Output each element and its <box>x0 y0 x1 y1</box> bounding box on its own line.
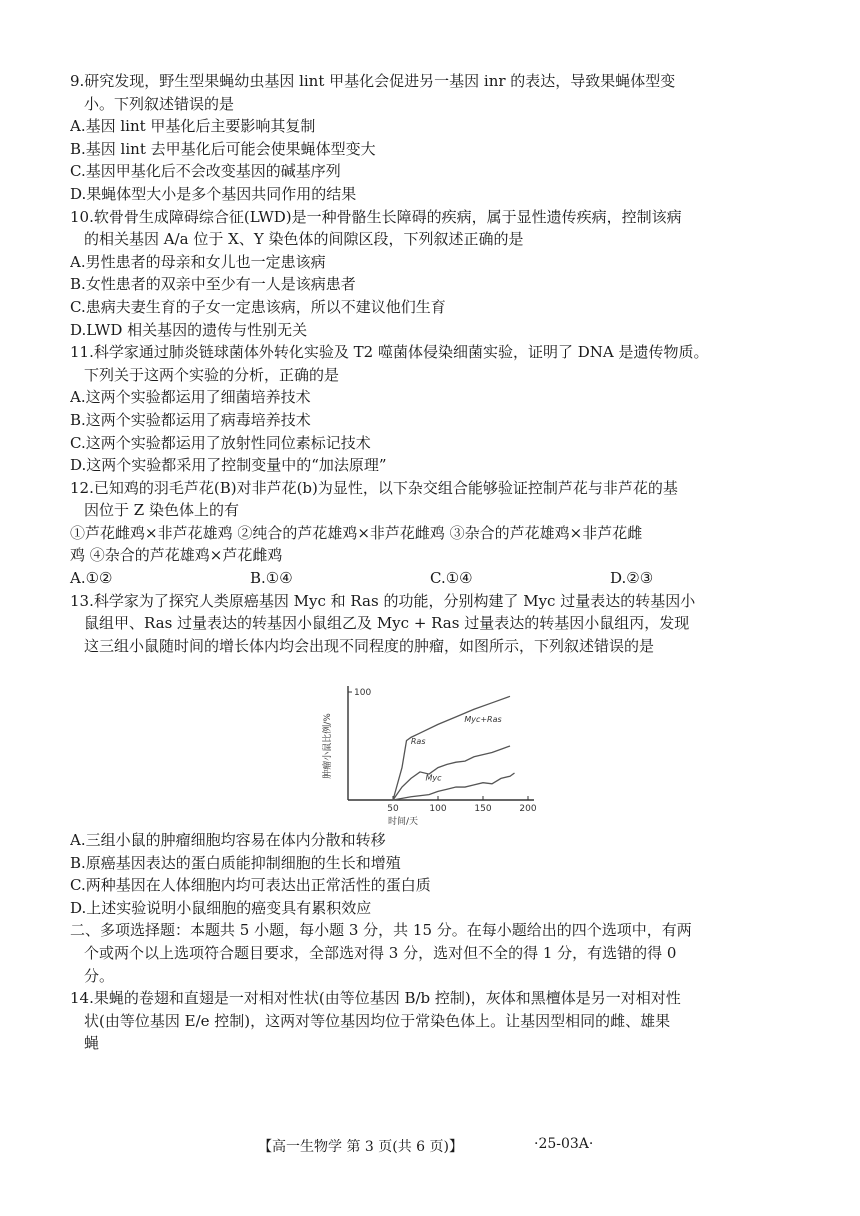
q10-stem-line1: 10.软骨骨生成障碍综合征(LWD)是一种骨骼生长障碍的疾病，属于显性遗传疾病，控制该病 <box>70 207 682 226</box>
q12-combos-line2: 鸡 ④杂合的芦花雄鸡×芦花雌鸡 <box>70 546 283 565</box>
q12-stem-line2: 因位于 Z 染色体上的有 <box>84 501 239 520</box>
chart-svg <box>318 680 542 830</box>
y-tick-label: 100 <box>354 688 372 698</box>
q9-option-a: A.基因 lint 甲基化后主要影响其复制 <box>70 117 316 136</box>
q13-stem-line2: 鼠组甲、Ras 过量表达的转基因小鼠组乙及 Myc + Ras 过量表达的转基因小鼠组丙，发现 <box>84 614 690 633</box>
q12-option-c: C.①④ <box>430 569 473 588</box>
q9-option-d: D.果蝇体型大小是多个基因共同作用的结果 <box>70 184 357 203</box>
tumor-incidence-chart <box>318 680 542 830</box>
q11-option-c: C.这两个实验都运用了放射性同位素标记技术 <box>70 433 371 452</box>
footer-code: ·25-03A· <box>534 1136 594 1152</box>
q11-option-a: A.这两个实验都运用了细菌培养技术 <box>70 388 311 407</box>
y-axis-label: 肿瘤小鼠比例/% <box>323 713 333 779</box>
q9-option-c: C.基因甲基化后不会改变基因的碱基序列 <box>70 162 341 181</box>
x-tick-label: 200 <box>519 804 537 814</box>
q11-stem-line2: 下列关于这两个实验的分析，正确的是 <box>84 365 340 384</box>
series-label: Myc <box>425 773 442 783</box>
q10-stem-line2: 的相关基因 A/a 位于 X、Y 染色体的间隙区段，下列叙述正确的是 <box>84 230 524 249</box>
section2-heading-line1: 二、多项选择题：本题共 5 小题，每小题 3 分，共 15 分。在每小题给出的四个选项中，有两 <box>70 921 692 940</box>
text-block-upper <box>70 70 790 657</box>
q13-option-c: C.两种基因在人体细胞内均可表达出正常活性的蛋白质 <box>70 876 431 895</box>
q9-option-b: B.基因 lint 去甲基化后可能会使果蝇体型变大 <box>70 139 376 158</box>
q11-stem-line1: 11.科学家通过肺炎链球菌体外转化实验及 T2 噬菌体侵染细菌实验，证明了 DNA 是遗传物质。 <box>70 343 709 362</box>
q13-option-a: A.三组小鼠的肿瘤细胞均容易在体内分散和转移 <box>70 831 386 849</box>
text-block-lower <box>70 829 790 1055</box>
q10-option-c: C.患病夫妻生育的子女一定患该病，所以不建议他们生育 <box>70 297 446 316</box>
series-line-myc-ras <box>393 696 510 800</box>
q14-stem-line2: 状(由等位基因 E/e 控制)，这两对等位基因均位于常染色体上。让基因型相同的雌、雄果 <box>84 1011 671 1030</box>
series-label: Myc+Ras <box>464 715 502 725</box>
x-tick-label: 100 <box>429 804 447 814</box>
footer-page-info: 【高一生物学 第 3 页(共 6 页)】 <box>258 1139 463 1155</box>
series-label: Ras <box>410 736 426 746</box>
q12-option-b: B.①④ <box>250 569 293 588</box>
series-line-ras <box>393 746 510 800</box>
q12-option-a: A.①② <box>70 569 113 588</box>
q10-option-b: B.女性患者的双亲中至少有一人是该病患者 <box>70 275 356 294</box>
q14-stem-line3: 蝇 <box>84 1034 100 1053</box>
q11-option-d: D.这两个实验都采用了控制变量中的“加法原理” <box>70 456 387 475</box>
series-line-myc <box>393 773 515 800</box>
q13-option-d: D.上述实验说明小鼠细胞的癌变具有累积效应 <box>70 898 372 917</box>
q10-option-d: D.LWD 相关基因的遗传与性别无关 <box>70 320 308 339</box>
q14-stem-line1: 14.果蝇的卷翅和直翅是一对相对性状(由等位基因 B/b 控制)，灰体和黑檀体是另一对相对性 <box>70 989 681 1008</box>
q12-stem-line1: 12.已知鸡的羽毛芦花(B)对非芦花(b)为显性，以下杂交组合能够验证控制芦花与非芦花的基 <box>70 478 678 497</box>
q11-option-b: B.这两个实验都运用了病毒培养技术 <box>70 410 311 429</box>
x-tick-label: 50 <box>387 804 399 814</box>
q12-options-row <box>70 567 790 590</box>
x-tick-label: 150 <box>474 804 492 814</box>
q9-stem-line1: 9.研究发现，野生型果蝇幼虫基因 lint 甲基化会促进另一基因 inr 的表达，导致果蝇体型变 <box>70 72 676 90</box>
q12-option-d: D.②③ <box>610 569 654 588</box>
q13-stem-line1: 13.科学家为了探究人类原癌基因 Myc 和 Ras 的功能，分别构建了 Myc 过量表达的转基因小 <box>70 591 696 610</box>
q10-option-a: A.男性患者的母亲和女儿也一定患该病 <box>70 252 326 271</box>
section2-heading-line2: 个或两个以上选项符合题目要求，全部选对得 3 分，选对但不全的得 1 分，有选错的得 0 <box>84 943 677 962</box>
q12-combos-line1: ①芦花雌鸡×非芦花雄鸡 ②纯合的芦花雄鸡×非芦花雌鸡 ③杂合的芦花雄鸡×非芦花雌 <box>70 523 643 542</box>
x-axis-label: 时间/天 <box>387 817 419 827</box>
section2-heading-line3: 分。 <box>84 966 115 985</box>
q9-stem-line2: 小。下列叙述错误的是 <box>84 94 235 113</box>
q13-stem-line3: 这三组小鼠随时间的增长体内均会出现不同程度的肿瘤，如图所示，下列叙述错误的是 <box>84 636 655 655</box>
q13-option-b: B.原癌基因表达的蛋白质能抑制细胞的生长和增殖 <box>70 853 401 872</box>
